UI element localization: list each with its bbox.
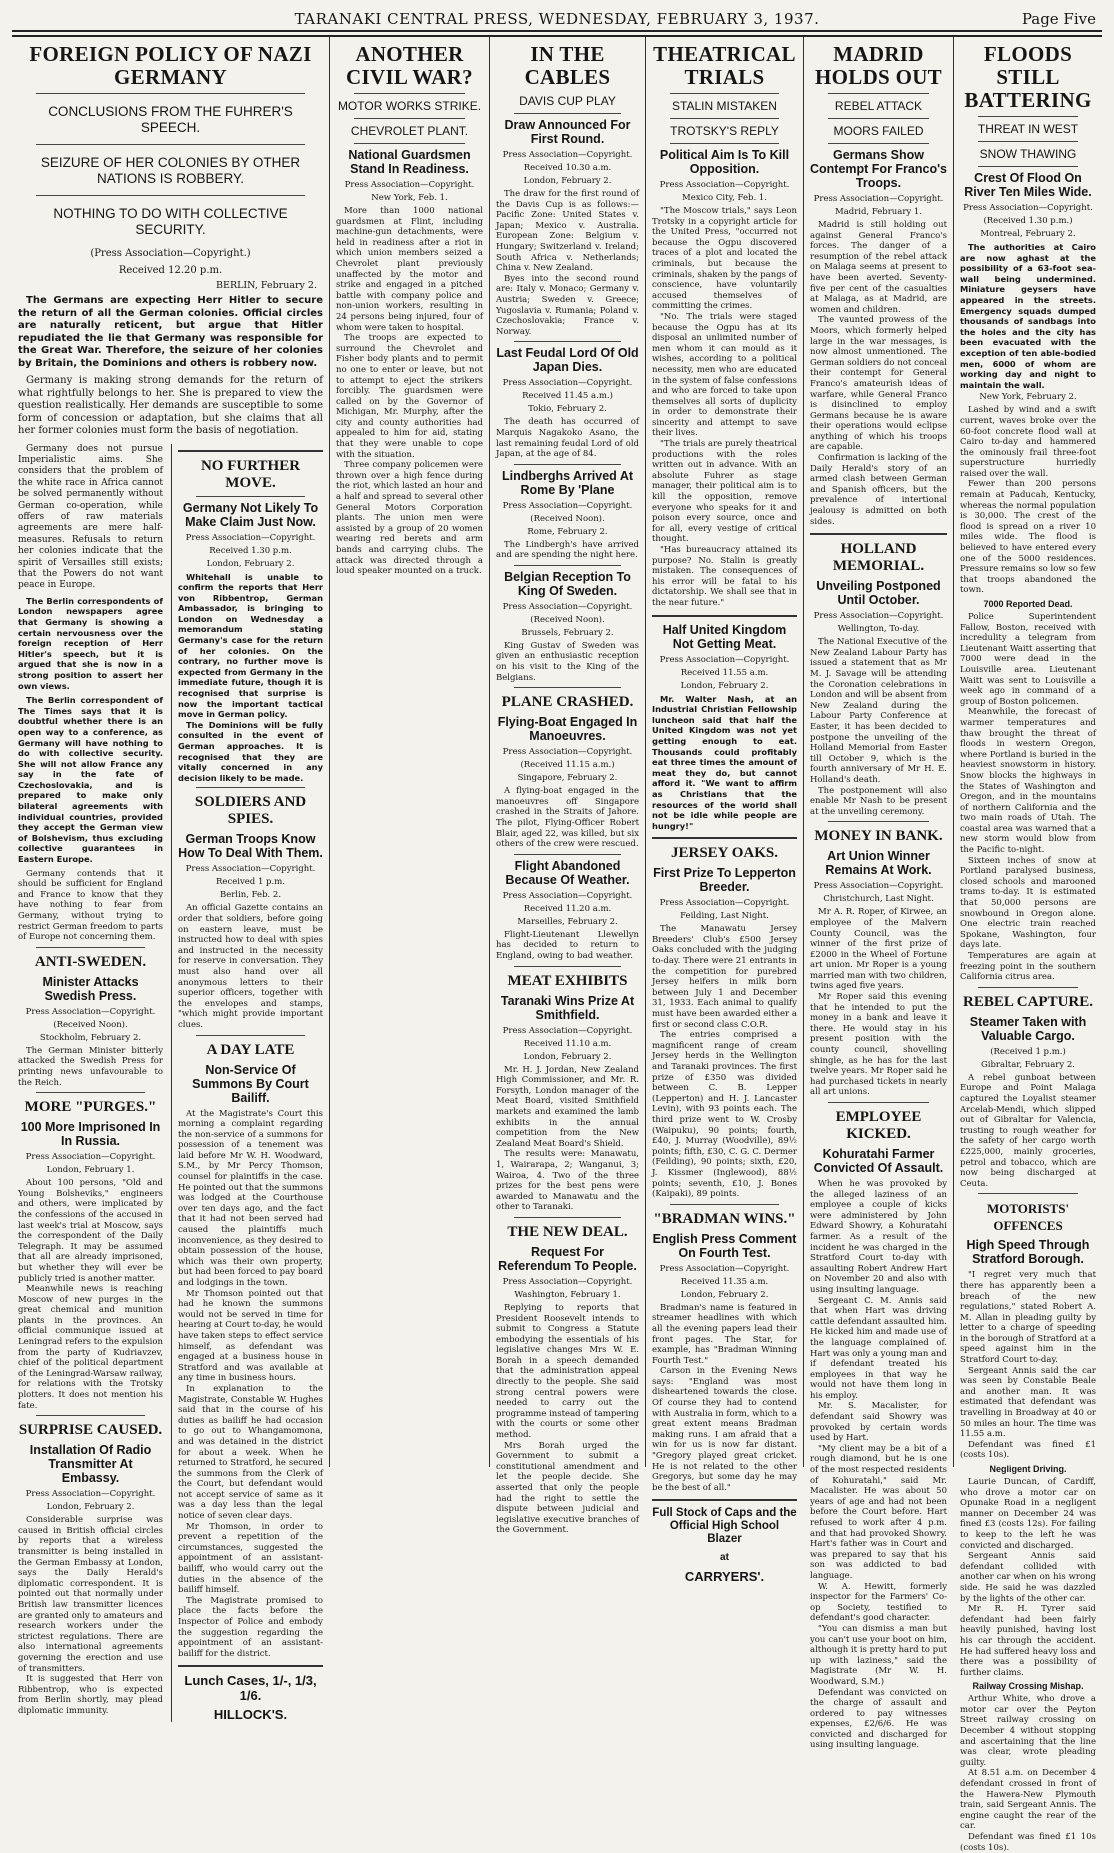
paragraph: Mr. S. Macalister, for defendant said Showry was provoked by certain words used by Hart. (810, 1401, 947, 1444)
received-time: Received 11.20 a.m. (523, 903, 612, 914)
subhead-crest-of-flood: Crest Of Flood On River Ten Miles Wide. (964, 171, 1092, 199)
paragraph: A rebel gunboat between Europe and Point Malaga captured the Loyalist steamer Arcelab-Mendi, which slipped out of Gibraltar for Valencia, trusting to rough weather for the safety of her cargo worth £225,000, mainly groceries, petrol and tobacco, which are now being discharged at Ceuta. (960, 1072, 1096, 1189)
divider (978, 141, 1078, 142)
paragraph: Sergeant C. M. Annis said that when Hart was driving cattle defendant assaulted him. He kicked him and made use of the language complained of. Hart was only a young man and if defendant treated his employees in that way he would not have them long in his employ. (810, 1295, 947, 1401)
paragraph: A flying-boat engaged in the manoeuvres off Singapore crashed in the Straits of Jahore. The pilot, Flying-Officer Robert Blair, aged 22, was killed, but six others of the crew were rescued. (496, 786, 639, 850)
divider (36, 93, 305, 94)
deck-trotsky: TROTSKY'S REPLY (670, 124, 779, 138)
paragraph: Mr. H. J. Jordan, New Zealand High Commissioner, and Mr. R. Forsyth, London manager of the Meat Board, visited Smithfield markets and examined the lamb exhibits in the annual competition from the New Zealand Meat Board's Shield. (496, 1064, 639, 1149)
dateline: Brussels, February 2. (521, 627, 614, 638)
subhead-flying-boat: Flying-Boat Engaged In Manoeuvres. (497, 715, 638, 744)
received-time: Received 12.20 p.m. (118, 265, 223, 276)
paragraph: Meanwhile, the forecast of warmer temperatures and thaw brought the threat of floods in western Oregon, where Portland is buried in the heaviest snowstorm in history. Snow blocks the highways in the States of Washington and Oregon, and in the mountains of northern California and the two main roads of Utah. The coastal area was warned that a new storm would blow from the Pacific to-night. (960, 707, 1096, 856)
divider (514, 113, 621, 114)
divider (810, 533, 947, 535)
headline-soldiers-spies: SOLDIERS AND SPIES. (194, 794, 307, 828)
dateline: Feilding, Last Night. (680, 911, 769, 922)
divider (670, 143, 779, 144)
divider (828, 1102, 929, 1103)
paragraph: In explanation to the Magistrate, Constable W. Hughes said that in the course of his duties as bailiff he had occasion to go out to Whangamomona, and was detained in the district for about a week. When he returned to Stratford, he secured the summons from the Clerk of the Court, but defendant would not accept service of same as it was a day less than the legal notice of seven clear days. (178, 1383, 323, 1522)
press-credit: Press Association—Copyright. (659, 1263, 790, 1274)
paragraph: King Gustav of Sweden was given an enthusiastic reception on his visit to the King of the Belgians. (496, 640, 639, 683)
dateline: New York, February 2. (979, 392, 1077, 403)
divider (828, 143, 929, 144)
paragraph: The authorities at Cairo are now aghast at the possibility of a 63-foot sea-wall being undermined. Miniature geysers have appeared in the streets. Emergency squads dumped thousands of sandbags into the holes and the city has been evacuated with the exception of ten able-bodied men, 6000 of whom are working day and night to maintain the wall. (960, 242, 1096, 390)
subhead-non-service: Non-Service Of Summons By Court Bailiff. (192, 1062, 309, 1105)
column-floods (954, 37, 1102, 1853)
paragraph: Whitehall is unable to confirm the reports that Herr von Ribbentrop, German Ambassador, is bringing to London on Wednesday a memorandum stating Germany's case for the return of her colonies. On the contrary, no further move is expected from Germany in the immediate future, though it is recognised that surprise is now the important tactical move in German policy. (178, 571, 323, 720)
received-time: (Received 11.15 a.m.) (520, 760, 615, 771)
dateline: New York, Feb. 1. (371, 193, 448, 203)
advert-lunch-cases: Lunch Cases, 1/-, 1/3, 1/6. (184, 1673, 317, 1704)
headline-rebel-capture: REBEL CAPTURE. (962, 993, 1094, 1010)
press-credit: Press Association—Copyright. (502, 500, 633, 511)
deck-collective-security: NOTHING TO DO WITH COLLECTIVE SECURITY. (53, 206, 288, 237)
headline-a-day-late: A DAY LATE (206, 1041, 295, 1058)
headline-madrid-holds-out: MADRID HOLDS OUT (815, 42, 942, 89)
divider (828, 118, 929, 119)
paragraph: The vaunted prowess of the Moors, which formerly helped large in the war messages, is now almost unmentioned. The German soldiers do not conceal their contempt for General Franco's amateurish ideas of warfare, while General Franco is disinclined to employ Germans because he is aware their operations would eclipse anything of which his troops are capable. (810, 315, 947, 453)
dateline: London, February 2. (523, 176, 612, 186)
divider (514, 464, 621, 465)
press-credit: Press Association—Copyright. (659, 898, 790, 909)
paragraph: Germany does not pursue Imperialistic aims. She considers that the problem of the white race in Africa cannot be solved permanently without German co-operation, while offers of raw materials agreements are mere half-measures. Refusals to return her colonies indicate that the spirit of Versailles still exists; that the Powers do not want peace in Europe. (18, 443, 163, 591)
deck-threat-west: THREAT IN WEST (977, 122, 1079, 136)
paragraph: Mr R. H. Tyrer said defendant had been fairly heavily punished, having lost his car through the accident. He had suffered heavy loss and there was a possibility of further claims. (960, 1604, 1096, 1678)
paragraph: Police Superintendent Fallow, Boston, received with incredulity a telegram from Lieutenant Waitt asserting that 7000 were dead in the Louisville area. Lieutenant Waitt was sent to Louisville a week ago in command of a group of Boston policemen. (960, 612, 1096, 707)
deck-seizure: SEIZURE OF HER COLONIES BY OTHER NATIONS IS ROBBERY. (40, 155, 301, 186)
press-credit: Press Association—Copyright. (502, 601, 633, 612)
received-time: Received 1.30 p.m. (209, 545, 292, 556)
paragraph: The Magistrate promised to place the facts before the Inspector of Police and embody the suggestion regarding the appointment of an assistant-bailiff for the district. (178, 1595, 323, 1659)
paragraph: The Berlin correspondent of The Times says that it is doubtful whether there is an open way to a conference, as Germany will have nothing to do with collective security. She will not allow France any say in the fate of Czechoslovakia, and is prepared to make only bilateral agreements with individual countries, provided they accept the German view of Bolshevism, thus excluding collective guarantees in Eastern Europe. (18, 695, 163, 865)
subhead-draw: Draw Announced For First Round. (504, 118, 631, 146)
subhead-unveiling: Unveiling Postponed Until October. (816, 579, 941, 608)
paragraph: The Berlin correspondents of London newspapers agree that Germany is showing a certain nervousness over the foreign reception of Herr Hitler's speech, but it is argued that she is now in a strong position to assert her own views. (18, 595, 163, 691)
subhead-imprisoned: 100 More Imprisoned In In Russia. (20, 1120, 161, 1149)
divider (978, 987, 1078, 988)
divider (978, 116, 1078, 117)
paragraph: Bradman's name is featured in streamer headlines with which all the evening papers lead their front pages. The Star, for example, has "Bradman Winning Fourth Test." (652, 1302, 797, 1366)
subhead-german-troops: German Troops Know How To Deal With Them. (178, 832, 323, 861)
paragraph: Carson in the Evening News says: "England was most disheartened towards the close. Of course they had to contend with Australia in form, which to a great extent means Bradman making runs. I am afraid that a win for us is now far distant. "Gregory played great cricket. He is not related to the other Gregorys, but some day he may be the best of all." (652, 1366, 797, 1493)
paragraph: Mr Roper said this evening that he intended to put the money in a bank and leave it there. He would stay in his present position with the county council, shovelling shingle, as he has for the last twelve years. Mr Roper said he had purchased tickets in nearly all art unions. (810, 992, 947, 1098)
subhead-negligent-driving: Negligent Driving. (989, 1464, 1067, 1474)
headline-bradman-wins: "BRADMAN WINS." (653, 1210, 796, 1227)
headline-employee-kicked: EMPLOYEE KICKED. (835, 1109, 922, 1142)
paragraph: Madrid is still holding out against General Franco's forces. The danger of a resumption of the rebel attack on Malaga seems at present to have been averted. Seventy-five per cent of the casualties at Malaga, as at Madrid, are women and children. (810, 220, 947, 315)
divider (36, 1415, 145, 1416)
press-credit: Press Association—Copyright. (344, 180, 475, 190)
received-time: (Received Noon). (53, 1019, 128, 1030)
divider (196, 1035, 305, 1036)
subhead-germany-claim: Germany Not Likely To Make Claim Just Now. (182, 500, 319, 529)
divider (354, 143, 465, 144)
paragraph: Mr A. R. Roper, of Kirwee, an employee of the Malvern County Council, was the winner of the first prize of £2000 in the Wheel of Fortune art union. Mr Roper is a young married man with two children, twins aged five years. (810, 907, 947, 992)
paragraph: Considerable surprise was caused in British official circles by reports that a wireless transmitter is being installed in the German Embassy at London, says the Daily Herald's diplomatic correspondent. It is pointed out that normally under British law transmitter licences are granted only to amateurs and research workers under the strictest regulations. There are also international agreements governing the erection and use of transmitters. (18, 1515, 163, 1674)
divider (196, 496, 305, 497)
paragraph: Mr Thomson pointed out that had he known the summons would not be served in time for hearing at Court to-day, he would have taken steps to effect service himself, as defendant was engaged at a business house in Stratford and was available at any time in business hours. (178, 1288, 323, 1384)
column-madrid (804, 37, 954, 1751)
received-time: Received 11.35 a.m. (680, 1276, 769, 1287)
masthead (12, 8, 1102, 32)
subhead-guardsmen: National Guardsmen Stand In Readiness. (348, 148, 471, 176)
subhead-feudal-lord: Last Feudal Lord Of Old Japan Dies. (496, 346, 639, 375)
column-foreign-policy (12, 37, 330, 1723)
divider (514, 565, 621, 566)
paragraph: It is suggested that Herr von Ribbentrop, who is expected from Berlin shortly, may plead diplomatic immunity. (18, 1674, 163, 1716)
paragraph: W. A. Hewitt, formerly inspector for the Farmers' Co-op Society, testified to defendant's good character. (810, 1581, 947, 1624)
paragraph: The troops are expected to surround the Chevrolet and Fisher body plants and to permit no one to enter or leave, but not to attempt to eject the strikers forcibly. The guardsmen were called on by the Governor of Michigan, Mr. Murphy, after the city and county authorities had appealed to him for aid, stating that they were unable to cope with the situation. (336, 333, 483, 460)
dateline: BERLIN, February 2. (216, 280, 317, 291)
press-credit: Press Association—Copyright. (502, 747, 633, 758)
deck-davis-cup: DAVIS CUP PLAY (519, 94, 616, 108)
dateline: Stockholm, February 2. (39, 1032, 142, 1043)
received-time: (Received Noon). (530, 513, 605, 524)
deck-conclusions: CONCLUSIONS FROM THE FUHRER'S SPEECH. (48, 104, 293, 135)
press-credit: Press Association—Copyright. (813, 881, 944, 892)
headline-motorists-offences: MOTORISTS' OFFENCES (986, 1201, 1070, 1234)
divider (828, 821, 929, 822)
dateline: Tokio, February 2. (528, 404, 607, 415)
paragraph: Temperatures are again at freezing point in the southern California citrus area. (960, 951, 1096, 983)
press-credit: Press Association—Copyright. (502, 378, 633, 389)
subhead-referendum: Request For Referendum To People. (498, 1244, 637, 1273)
press-credit: Press Association—Copyright. (502, 1276, 633, 1287)
paragraph: More than 1000 national guardsmen at Flint, including machine-gun detachments, were held in readiness after a riot in which union members seized a Chevrolet plant previously unaffected by the motor and strike and engaged in a pitched battle with company police and non-union workers, resulting in 24 persons being injured, four of whom were taken to hospital. (336, 206, 483, 333)
paragraph: The Manawatu Jersey Breeders' Club's £500 Jersey Oaks concluded with the judging to-day. There were 21 entrants in the competition for purebred Jersey heifers in milk born between July 1 and December 31, 1933. Each animal to qualify must have been awarded either a first or second class C.O.R. (652, 924, 797, 1030)
paragraph: "The Moscow trials," says Leon Trotsky in a copyright article for the United Press, "occurred not because the Ogpu discovered traces of a plot and located the criminals, but because the criminals, shaken by the pangs of conscience, have voluntarily accused themselves of committing the crimes. (652, 206, 797, 312)
divider (828, 93, 929, 94)
paragraph: The death has occurred of Marquis Nagakoko Asano, the last remaining feudal Lord of old Japan, at the age of 84. (496, 417, 639, 460)
headline-holland-memorial: HOLLAND MEMORIAL. (832, 541, 925, 575)
paragraph: Replying to reports that President Roosevelt intends to submit to Congress a Statute embodying the essentials of his legislative changes Mrs W. E. Borah in a speech demanded that the administration appeal directly to the people. She said strong central powers were needed to carry out the programme instead of tampering with the courts or some other method. (496, 1302, 639, 1441)
paragraph: Defendant was convicted on the charge of assault and ordered to pay witnesses expenses, £2/6/6. He was convicted and discharged for using insulting language. (810, 1687, 947, 1751)
columns (12, 37, 1102, 1853)
paragraph: Confirmation is lacking of the Daily Herald's story of an armed clash between German and Spanish officers, but the prevalence of intertional jealousy is admitted on both sides. (810, 453, 947, 527)
divider (652, 615, 797, 617)
advert-hillocks: HILLOCK'S. (213, 1707, 288, 1723)
dateline: London, February 1. (46, 1165, 135, 1176)
paragraph: Mr. Walter Nash, at an Industrial Christian Fellowship luncheon said that half the United Kingdom was not yet getting enough to eat. Thousands could profitably eat three times the amount of meat they do, but cannot afford it. "We want to affirm as Christians that the resources of the world shall not be idle while people are hungry!" (652, 693, 797, 831)
headline-in-the-cables: IN THE CABLES (524, 42, 611, 89)
subhead-kohuratahi: Kohuratahi Farmer Convicted Of Assault. (813, 1147, 944, 1175)
headline-anti-sweden: ANTI-SWEDEN. (34, 953, 147, 970)
headline-plane-crashed: PLANE CRASHED. (501, 694, 634, 711)
subhead-belgian-reception: Belgian Reception To King Of Sweden. (504, 569, 631, 598)
headline-meat-exhibits: MEAT EXHIBITS (507, 972, 628, 989)
paragraph: Fewer than 200 persons remain at Paducah, Kentucky, whereas the normal population is 30,000. The crest of the flood is spread on a river 10 miles wide. The flood is believed to have entered every one of the 5000 residences. Pressure remains so low so few that troops abandoned the town. (960, 479, 1096, 596)
subhead-radio-transmitter: Installation Of Radio Transmitter At Embassy. (29, 1443, 152, 1486)
paragraph: The results were: Manawatu, 1, Wairarapa, 2; Wanganui, 3; Wairoa, 4. Two of the three prizes for the best pens were awarded to Manawatu and the other to Taranaki. (496, 1149, 639, 1213)
press-credit: Press Association—Copyright. (813, 194, 944, 204)
divider (36, 1092, 145, 1093)
divider (354, 93, 465, 94)
subhead-lepperton: First Prize To Lepperton Breeder. (653, 866, 796, 895)
divider (354, 118, 465, 119)
subhead-english-press: English Press Comment On Fourth Test. (652, 1231, 797, 1260)
paragraph: Germany is making strong demands for the return of what rightfully belongs to her. She is prepared to view the question realistically. Her demands are susceptible to some form of concession or adaptation, but she claims that all her former colonies must form the basis of negotiation. (18, 375, 323, 436)
headline-surprise-caused: SURPRISE CAUSED. (18, 1422, 163, 1439)
paragraph: Sixteen inches of snow at Portland paralysed business, closed schools and marooned trams to-day. It is estimated that 50,000 persons are snowbound in Oregon alone. One electric train reached Spokane, Washington, four days late. (960, 855, 1096, 951)
paragraph: Byes into the second round are: Italy v. Monaco; Germany v. Austria; Sweden v. Greece; Yugoslavia v. Rumania; Poland v. Czechoslovakia; France v. Norway. (496, 273, 639, 337)
deck-rebel-attack: REBEL ATTACK (834, 99, 923, 113)
headline-no-further-move: NO FURTHER MOVE. (200, 457, 301, 491)
paragraph: The draw for the first round of the Davis Cup is as follows:—Pacific Zone: United States v. Japan; Mexico v. Australia. European Zone: Belgium v. Hungary; Switzerland v. Ireland; South Africa v. Netherlands; China v. New Zealand. (496, 189, 639, 274)
divider (670, 1204, 779, 1205)
headline-theatrical-trials: THEATRICAL TRIALS (653, 42, 796, 89)
paragraph: Lashed by wind and a swift current, waves broke over the 60-foot concrete flood wall at Cairo to-day and hammered the ominously frail three-foot superstructure hurriedly raised over the wall. (960, 405, 1096, 479)
paragraph: At 8.51 a.m. on December 4 defendant crossed in front of the Hawera-New Plymouth train, said Sergeant Annis. The engine caught the rear of the car. (960, 1768, 1096, 1832)
dateline: Singapore, February 2. (517, 773, 618, 784)
deck-moors-failed: MOORS FAILED (833, 124, 924, 138)
press-credit: Press Association—Copyright. (813, 611, 944, 622)
paragraph: The German Minister bitterly attacked the Swedish Press for printing news unfavourable to the Reich. (18, 1045, 163, 1088)
headline-more-purges: MORE "PURGES." (24, 1099, 157, 1116)
column-cables (490, 37, 646, 1536)
paragraph: "You can dismiss a man but you can't use your boot on him, although it is pretty hard to put up with laziness," said the Magistrate (Mr W. H. Woodward, S.M.) (810, 1623, 947, 1687)
divider (514, 854, 621, 855)
dateline: Washington, February 1. (514, 1289, 621, 1300)
divider (670, 118, 779, 119)
subhead-7000-dead: 7000 Reported Dead. (983, 599, 1073, 609)
divider (978, 166, 1078, 167)
subhead-art-union: Art Union Winner Remains At Work. (825, 849, 932, 878)
subhead-minister-attacks: Minister Attacks Swedish Press. (42, 974, 139, 1003)
paragraph: The Lindbergh's have arrived and are spending the night here. (496, 539, 639, 561)
received-time: Received 11.10 a.m. (523, 1038, 612, 1049)
dateline: Berlin, Feb. 2. (219, 890, 282, 901)
received-time: (Received 1.30 p.m.) (983, 216, 1073, 226)
paragraph: "Has bureaucracy attained its purpose? No. Stalin is greatly mistaken. The consequences of his error will be fatal to his dictatorship. We shall see that in the near future." (652, 545, 797, 608)
divider (514, 687, 621, 688)
dateline: Mexico City, Feb. 1. (682, 193, 767, 203)
received-time: Received 1 p.m. (216, 877, 285, 888)
paragraph: When he was provoked by the alleged laziness of an employee a couple of kicks were administered by John Edward Showry, a Kohuratahi farmer. As a result of the incident he was charged in the Stratford Court to-day with assaulting Robert Andrew Hart on November 20 and also with using insulting language. (810, 1179, 947, 1295)
lead-paragraph: The Germans are expecting Herr Hitler to secure the return of all the German colonies. Official circles are naturally reticent, but argue that Hitler repudiated the lie that Germany was responsible for the Great War. Therefore, the seizure of her colonies by Britain, the Dominions and others is robbery now. (18, 295, 323, 369)
subhead-high-speed: High Speed Through Stratford Borough. (966, 1238, 1090, 1267)
paragraph: Flight-Lieutenant Llewellyn has decided to return to England, owing to bad weather. (496, 929, 639, 961)
paragraph: Laurie Duncan, of Cardiff, who drove a motor car on Opunake Road in a negligent manner on December 24 was fined £3 (costs 12s). For failing to keep to the left he was convicted and discharged. (960, 1477, 1096, 1551)
paragraph: Defendant was fined £1 (costs 10s). (960, 1439, 1096, 1461)
headline-floods-still-battering: FLOODS STILL BATTERING (964, 42, 1092, 112)
received-time: Received 10.30 a.m. (523, 163, 612, 173)
divider (670, 93, 779, 94)
subhead-taranaki-wins: Taranaki Wins Prize At Smithfield. (500, 993, 635, 1022)
advert-caps-blazer: Full Stock of Caps and the Official High School Blazer (652, 1507, 797, 1546)
divider (196, 787, 305, 788)
divider (36, 947, 145, 948)
paragraph: The National Executive of the New Zealand Labour Party has issued a statement that as Mr M. J. Savage will be attending the Coronation celebrations in London and will be absent from New Zealand during the Labour Party Conference at Easter, it has been decided to postpone the unveiling of the Holland Memorial from Easter till October 9, which is the fourth anniversary of Mr H. E. Holland's death. (810, 637, 947, 785)
divider (178, 450, 323, 452)
press-credit: Press Association—Copyright. (502, 890, 633, 901)
paragraph: An official Gazette contains an order that soldiers, before going on eastern leave, must be instructed how to deal with spies and instructed in the necessity for reserve in conversation. They must also hand over all anonymous letters to their superior officers, together with the envelopes and stamps, "which might provide important clues. (178, 903, 323, 1030)
column-theatrical-trials (646, 37, 804, 1585)
paragraph: Mr Thomson, in order to prevent a repetition of the circumstances, suggested the appointment of an assistant-bailiff, who would carry out the duties in the absence of the bailiff himself. (178, 1521, 323, 1596)
paragraph: The entries comprised a magnificent range of cream Jersey herds in the Wellington and Taranaki provinces. The first prize of £350 was divided between C. B. Lepper (Lepperton) and H. J. Lancaster Levin), with 93 points each. The third prize went to W. Crosby (Waipuku), 90 points; fourth, £40, J. Murray (Woodville), 89½ points; fifth, £30, C. G. C. Dermer (Feilding), 90 points; sixth, £20, J. Kissmer (Inglewood), 88½ points; seventh, £10, J. Bones (Kaipaki), 89 points. (652, 1030, 797, 1200)
paragraph: The Dominions will be fully consulted in the event of German approaches. It is recognised that they are vitally concerned in any decision likely to be made. (178, 719, 323, 783)
advert-carryers: CARRYERS'. (684, 1569, 765, 1585)
received-time: Received 11.45 a.m.) (522, 391, 613, 402)
press-credit: Press Association—Copyright. (25, 1489, 156, 1500)
divider (652, 1499, 797, 1501)
dateline: Wellington, To-day. (837, 624, 920, 635)
headline-new-deal: THE NEW DEAL. (507, 1223, 628, 1240)
dateline: London, February 2. (680, 680, 769, 691)
dateline: London, February 2. (680, 1289, 769, 1300)
headline-another-civil-war: ANOTHER CIVIL WAR? (346, 42, 473, 89)
paragraph: Arthur White, who drove a motor car over the Peyton Street railway crossing on December 4 without stopping and ascertaining that the line was clear, wrote pleading guilty. (960, 1694, 1096, 1768)
press-credit: Press Association—Copyright. (502, 150, 633, 160)
dateline: Montreal, February 2. (980, 229, 1076, 239)
paragraph: "I regret very much that there has apparently been a breach of the new regulations," stated Robert A. M. Allan in pleading guilty by letter to a charge of speeding in the borough of Stratford at a speed against him in the Stratford Court to-day. (960, 1270, 1096, 1366)
received-time: (Received Noon). (530, 614, 605, 625)
paragraph: Sergeant Annis said the car was seen by Constable Beale and another man. It was estimated that defendant was travelling in Broadway at 40 or 50 miles an hour. The time was 11.55 a.m. (960, 1365, 1096, 1440)
deck-snow-thawing: SNOW THAWING (979, 147, 1077, 161)
headline-foreign-policy: FOREIGN POLICY OF NAZI GERMANY (29, 42, 312, 89)
received-time: Received 11.55 a.m. (680, 667, 769, 678)
subhead-railway-crossing: Railway Crossing Mishap. (972, 1681, 1084, 1692)
press-credit: Press Association—Copyright. (963, 203, 1093, 213)
advert-at: at (720, 1552, 729, 1564)
paragraph: Sergeant Annis said defendant collided with another car when on his wrong side. He said he was dazzled by the lights of the other car. (960, 1551, 1096, 1604)
dateline: Christchurch, Last Night. (823, 894, 934, 905)
headline-jersey-oaks: JERSEY OAKS. (671, 845, 778, 862)
divider (178, 1665, 323, 1667)
page-number: Page Five (1021, 10, 1096, 28)
paragraph: Mrs Borah urged the Government to submit a constitutional amendment and let the people decide. She asserted that only the people had the right to settle the dispute between judicial and legislative executive branches of the Government. (496, 1440, 639, 1536)
subhead-flight-abandoned: Flight Abandoned Because Of Weather. (505, 858, 630, 887)
divider (514, 341, 621, 342)
paragraph: "The trials are purely theatrical productions with the roles written out in advance. With an absolute Fuhrer as stage manager, their political aim is to kill the opposition, remove everyone who speaks for it and poison every source, once and for all, every vestige of critical thought. (652, 439, 797, 545)
paragraph: Three company policemen were thrown over a high fence during the riot, which lasted an hour and a half and spread to several other General Motors Corporation plants. The union men were assisted by a group of 20 women wearing red berets and arm bands and carrying clubs. The attack was directed through a loud speaker mounted on a truck. (336, 460, 483, 577)
divider (652, 837, 797, 839)
press-credit: Press Association—Copyright. (185, 864, 316, 875)
paragraph: Meanwhile news is reaching Moscow of new purges in the great chemical and munition plants in the provinces. An official communique issued at Leningrad refers to the expulsion from the party of Kudriavzev, chief of the political department of the Leningrad-Warsaw railway, for relations with the Trotsky plotters. It does not mention his fate. (18, 1284, 163, 1411)
press-credit: (Press Association—Copyright.) (90, 248, 251, 259)
divider (36, 144, 305, 145)
headline-money-in-bank: MONEY IN BANK. (814, 828, 943, 845)
dateline: Madrid, February 1. (834, 207, 923, 217)
press-credit: Press Association—Copyright. (659, 180, 790, 190)
divider (514, 966, 621, 967)
divider (514, 1217, 621, 1218)
received-time: (Received 1 p.m.) (990, 1046, 1066, 1057)
press-credit: Press Association—Copyright. (25, 1006, 156, 1017)
dateline: London, February 2. (206, 558, 295, 569)
dateline: Gibraltar, February 2. (980, 1059, 1075, 1070)
divider (36, 195, 305, 196)
deck-stalin: STALIN MISTAKEN (672, 99, 777, 113)
dateline: London, February 2. (523, 1051, 612, 1062)
column-civil-war (330, 37, 490, 1467)
paragraph: About 100 persons, "Old and Young Bolsheviks," engineers and others, were implicated by the confessions of the accused in last week's trial at Moscow, says the correspondent of the Daily Telegraph. It may be assumed that all are already imprisoned, but whether they will ever be publicly tried is another matter. (18, 1178, 163, 1284)
divider (978, 1193, 1078, 1194)
press-credit: Press Association—Copyright. (659, 654, 790, 665)
press-credit: Press Association—Copyright. (185, 532, 316, 543)
paragraph: "My client may be a bit of a rough diamond, but he is one of the most respected residents of Kohuratahi," said Mr. Macalister. He was about 50 years of age and had not been before the Court before. Hart refused to work after 4 p.m. and that had provoked Showry. Hart's father was in Court and was prepared to say that his son was addicted to bad language. (810, 1443, 947, 1581)
press-credit: Press Association—Copyright. (502, 1025, 633, 1036)
deck-chevrolet: CHEVROLET PLANT. (350, 124, 469, 138)
press-credit: Press Association—Copyright. (25, 1152, 156, 1163)
paragraph: "No. The trials were staged because the Ogpu has at its disposal an unlimited number of men whom it can mould as it wishes, according to a political necessity, men who are educated in the system of false confessions and who are forced to take upon themselves all sorts of duplicity in order to demonstrate their sincerity and attempt to save their lives. (652, 311, 797, 439)
paragraph: At the Magistrate's Court this morning a complaint regarding the non-service of a summons for possession of a tenement was laid before Mr W. H. Woodward, S.M., by Mr Percy Thomson, counsel for plaintiffs in the case. He pointed out that the summons was lodged at the Courthouse over ten days ago, and the fact that it had not been served had caused the plaintiffs much inconvenience, as they desired to obtain possession of the house, which was their own property, but had been forced to pay board and lodgings in the town. (178, 1108, 323, 1288)
subhead-lindberghs: Lindberghs Arrived At Rome By 'Plane (501, 468, 634, 497)
subhead-half-uk: Half United Kingdom Not Getting Meat. (662, 622, 787, 651)
paragraph: The postponement will also enable Mr Nash to be present at the unveiling ceremony. (810, 785, 947, 817)
deck-motor-strike: MOTOR WORKS STRIKE. (337, 99, 482, 113)
subhead-political-aim: Political Aim Is To Kill Opposition. (659, 148, 790, 176)
paragraph: Defendant was fined £1 10s (costs 10s). (960, 1832, 1096, 1853)
masthead-title: TARANAKI CENTRAL PRESS, WEDNESDAY, FEBRUARY 3, 1937. (294, 10, 820, 28)
paragraph: Germany contends that it should be sufficient for England and France to know that they have nothing to fear from Germany, without trying to restrict German freedom to parts of Europe not concerning them. (18, 868, 163, 943)
subhead-steamer-taken: Steamer Taken with Valuable Cargo. (969, 1014, 1087, 1043)
dateline: Rome, February 2. (527, 526, 608, 537)
subhead-germans-contempt: Germans Show Contempt For Franco's Troops. (810, 148, 948, 190)
dateline: Marseilles, February 2. (517, 916, 618, 927)
dateline: London, February 2. (46, 1502, 135, 1513)
